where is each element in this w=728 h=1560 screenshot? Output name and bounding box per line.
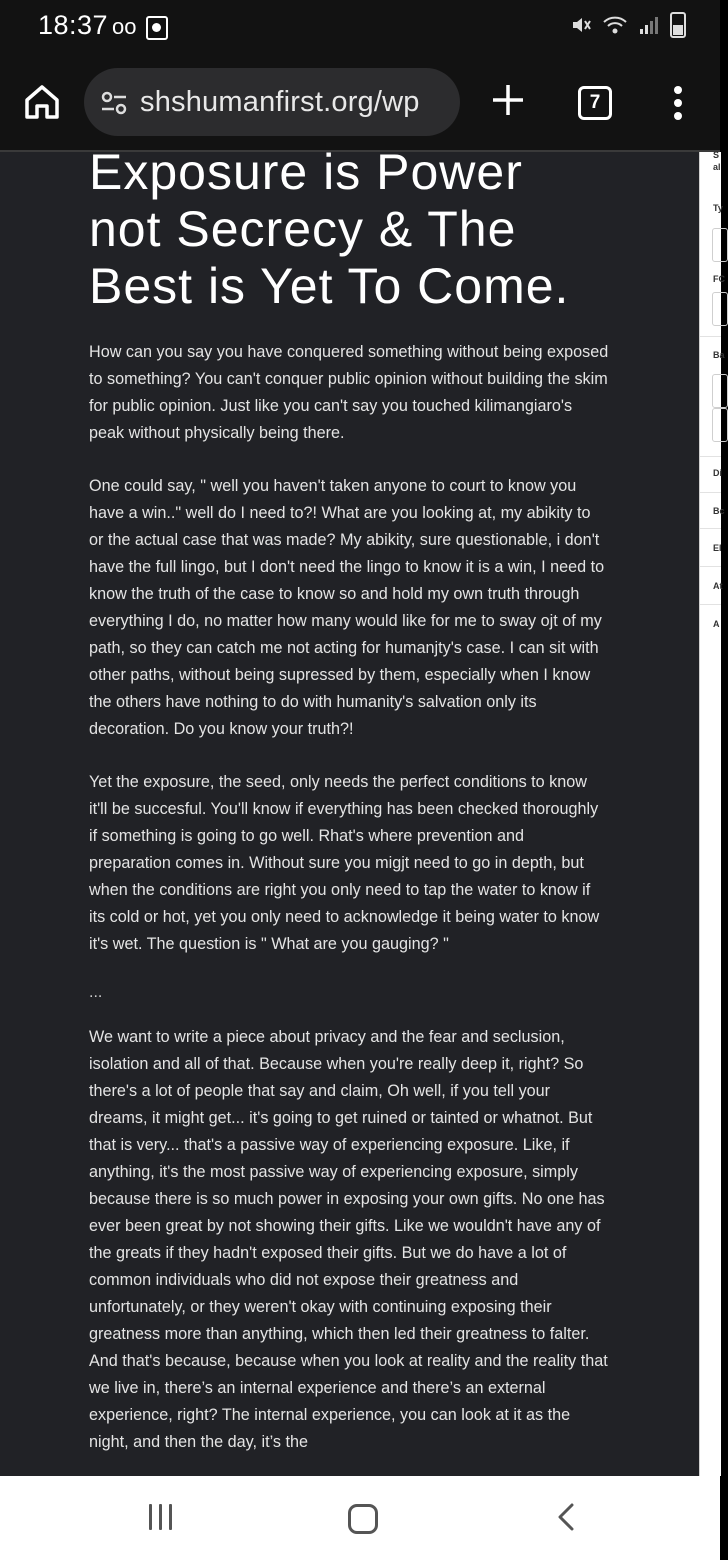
back-icon[interactable] <box>554 1502 576 1532</box>
home-button-icon[interactable] <box>348 1504 378 1534</box>
panel-label[interactable]: At <box>713 581 723 591</box>
section-separator: ... <box>89 984 103 1001</box>
side-panel[interactable] <box>699 150 725 1476</box>
panel-label[interactable]: A <box>713 619 720 629</box>
new-tab-icon[interactable] <box>488 80 528 120</box>
home-icon[interactable] <box>22 82 62 122</box>
article-paragraph: Yet the exposure, the seed, only needs the perfect conditions to know it'll be succesful. You'll know if everything has been checked thoroughly if something is going to go well. Rhat's where prevention and preparation comes in. Without sure you migjt need to go in depth, but when the conditions are right you only need to tap the water to know if its cold or hot, yet you only need to acknowledge it being water to know it's wet. The question is " What are you gauging? " <box>89 773 600 953</box>
panel-label: FC <box>713 274 725 284</box>
article-paragraph: We want to write a piece about privacy and the fear and seclusion, isolation and all of that. Because when you're really deep it, right? So there's a lot of people that say and claim, Oh well, if you tell your dreams, it might get... it's going to get ruined or tainted or whatnot. But that is very... that's a passive way of experiencing exposure. Like, if anything, it's the most passive way of experiencing exposure, simply because there is so much power in exposing your own gifts. No one has ever been great by not showing their gifts. Like we wouldn't have any of the greats if they hadn't exposed their gifts. But we do have a lot of common individuals who did not expose their greatness and unfortunately, or they weren't okay with continuing exposing their greatness more than anything, which then led their greatness to falter. And that's because, because when you look at reality and the reality that we live in, there’s an internal experience and there’s an external experience, right? The internal experience, you can look at it as the night, and then the day, it’s the <box>89 1028 608 1451</box>
article <box>89 144 609 1482</box>
panel-divider <box>700 456 721 457</box>
mute-icon <box>570 14 592 36</box>
panel-label[interactable]: Bc <box>713 506 725 516</box>
recent-apps-icon[interactable] <box>149 1504 175 1530</box>
site-settings-icon[interactable] <box>100 90 128 116</box>
cast-icon <box>146 16 168 40</box>
panel-field[interactable] <box>712 408 728 442</box>
browser-toolbar <box>0 54 720 150</box>
panel-field[interactable] <box>712 292 728 326</box>
article-paragraph: How can you say you have conquered something without being exposed to something? You can't conquer public opinion without building the skim for public opinion. Just like you can't say you touched kilimangiaro's peak without physically being there. <box>89 343 609 442</box>
panel-divider <box>700 528 721 529</box>
panel-label: Ba <box>713 350 725 360</box>
address-bar[interactable] <box>84 68 460 136</box>
panel-divider <box>700 566 721 567</box>
status-time: 18:37 <box>38 10 109 40</box>
article-paragraph: One could say, " well you haven't taken anyone to court to know you have a win.." well do I need to?! What are you looking at, my abikity to or the actual case that was made? My abikity, sure questionable, i don't have the full lingo, but I don't need the lingo to know it is a win, I need to know the truth of the case to know so and hold my own truth through everything I do, no matter how many would like for me to sway ojt of my path, so they can catch me not acting for humanjty's case. I can sit with other paths, without being supressed by them, especially when I know the others have nothing to do with humanity's salvation only its decoration. Do you know your truth?! <box>89 477 605 738</box>
panel-divider <box>700 492 721 493</box>
panel-label: Ty <box>713 203 723 213</box>
more-icon[interactable] <box>673 86 683 120</box>
battery-icon <box>670 12 686 38</box>
panel-divider <box>700 604 721 605</box>
panel-fragment: al <box>713 162 721 172</box>
panel-label[interactable]: Di <box>713 468 722 478</box>
panel-label[interactable]: El <box>713 543 722 553</box>
web-content[interactable] <box>0 144 699 1476</box>
panel-fragment: S <box>713 150 720 160</box>
panel-field[interactable] <box>712 374 728 408</box>
wifi-icon <box>602 14 628 36</box>
voicemail-icon: oo <box>112 14 137 39</box>
panel-field[interactable] <box>712 228 728 262</box>
signal-icon <box>638 14 660 36</box>
status-bar <box>0 0 720 54</box>
url-text[interactable]: shshumanfirst.org/wp <box>140 86 420 118</box>
status-icons <box>570 12 686 38</box>
panel-divider <box>700 336 721 337</box>
system-nav-bar <box>0 1476 720 1560</box>
tabs-icon[interactable]: 7 <box>578 86 612 120</box>
post-title: Exposure is Power not Secrecy & The Best is Yet To Come. <box>89 144 570 314</box>
